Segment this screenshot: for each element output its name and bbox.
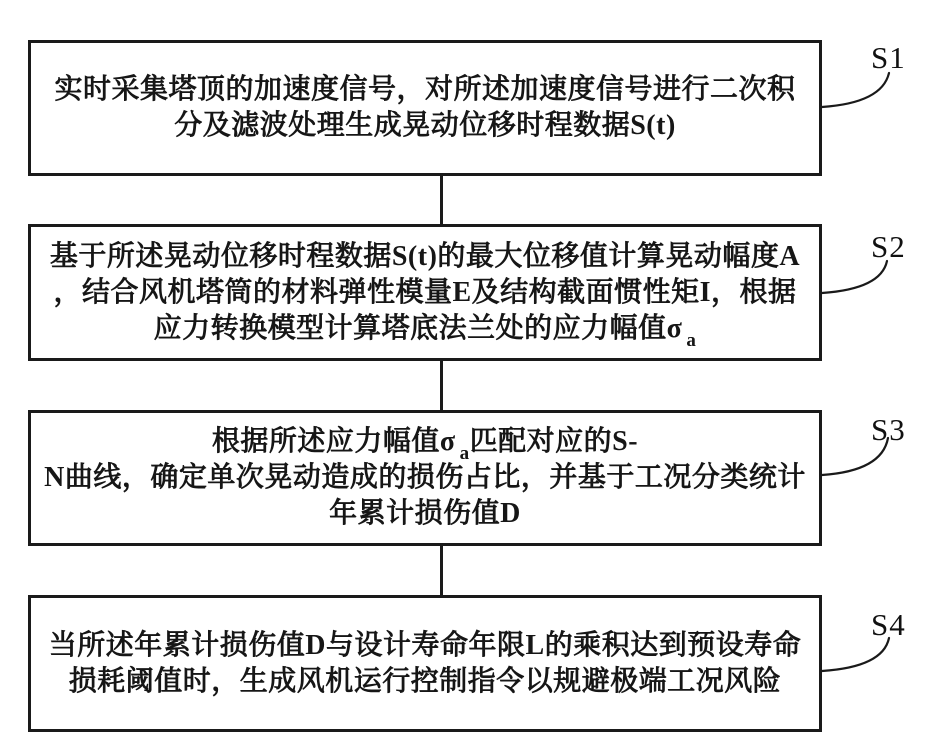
step-s2-leader-curve <box>822 261 887 293</box>
step-s4-label: S4 <box>871 607 906 642</box>
step-s3-text-line2: N曲线，确定单次晃动造成的损伤占比，并基于工况分类统计 <box>44 462 806 493</box>
step-s3-text-line3: 年累计损伤值D <box>329 498 521 529</box>
step-s1-text-line2: 分及滤波处理生成晃动位移时程数据S(t) <box>174 110 676 141</box>
step-s2-text-line3 <box>153 311 697 351</box>
connector-line-s3-s4 <box>440 546 443 597</box>
step-s4-box <box>28 595 822 732</box>
step-s1-label: S1 <box>871 40 906 75</box>
step-s3-line1-tail: 匹配对应的S- <box>469 426 639 457</box>
step-s2-text-line1: 基于所述晃动位移时程数据S(t)的最大位移值计算晃动幅度A <box>49 240 801 272</box>
step-s2-text-line2: ，结合风机塔筒的材料弹性模量E及结构截面惯性矩I，根据 <box>53 276 797 308</box>
connector-line-s2-s3 <box>440 361 443 412</box>
sigma-a-subscript: a <box>686 329 697 351</box>
step-s1-box <box>28 40 822 176</box>
step-s1-text-line1: 实时采集塔顶的加速度信号，对所述加速度信号进行二次积 <box>54 74 796 105</box>
step-s2-box <box>28 224 822 361</box>
step-s3-box <box>28 410 822 546</box>
step-s2-label: S2 <box>871 229 906 264</box>
step-s3-text-line1 <box>211 424 639 464</box>
step-s3-line1-main: 根据所述应力幅值σ <box>211 426 456 457</box>
step-s4-text-line1: 当所述年累计损伤值D与设计寿命年限L的乘积达到预设寿命 <box>48 629 802 661</box>
step-s1-leader-curve <box>822 73 889 107</box>
step-s2-line3-main: 应力转换模型计算塔底法兰处的应力幅值σ <box>153 312 683 344</box>
step-s4-text-line2: 损耗阈值时，生成风机运行控制指令以规避极端工况风险 <box>68 665 782 697</box>
step-s3-label: S3 <box>871 412 906 447</box>
connector-line-s1-s2 <box>440 176 443 226</box>
sigma-a-subscript: a <box>459 443 470 464</box>
